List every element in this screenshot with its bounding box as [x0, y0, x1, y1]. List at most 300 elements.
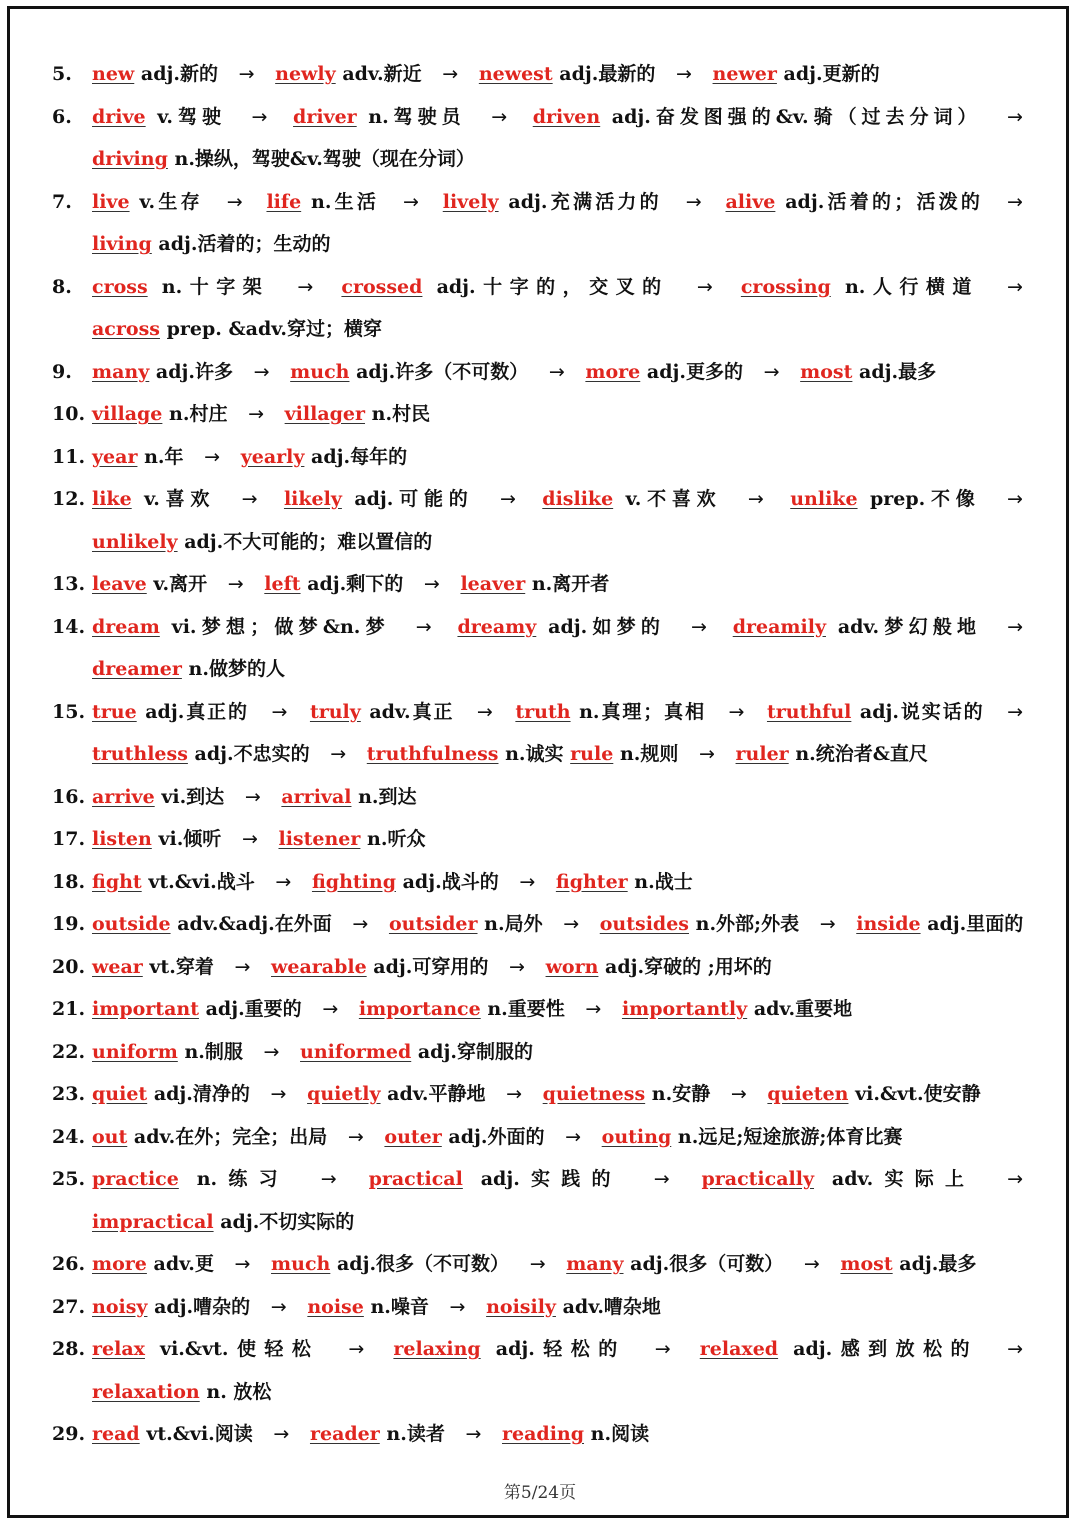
word-definition: n.生活 [311, 190, 380, 213]
word-definition: adj.充满活力的 [508, 190, 662, 213]
arrow-icon: → [248, 403, 264, 425]
word-form [600, 913, 799, 935]
word-form [92, 701, 249, 723]
highlighted-word: leaver [460, 573, 526, 595]
word-definition: adv.更 [153, 1253, 214, 1275]
word-definition: adv.重要地 [753, 998, 853, 1020]
vocab-entry [52, 181, 1037, 266]
word-form [92, 191, 203, 213]
word-definition: n.年 [144, 445, 184, 468]
word-definition: vt.穿着 [149, 955, 214, 978]
vocab-entry [52, 946, 1037, 989]
highlighted-word: relaxing [393, 1338, 481, 1360]
highlighted-word: truthfulness [366, 743, 499, 765]
word-form [284, 488, 474, 510]
word-definition: adj.里面的 [927, 913, 1024, 935]
word-form [92, 658, 285, 680]
word-form [278, 828, 425, 850]
highlighted-word: driven [532, 105, 601, 128]
highlighted-word: noisy [92, 1295, 148, 1318]
arrow-icon: → [1006, 190, 1023, 213]
word-definition: adj.新的 [140, 63, 218, 85]
word-definition: n.安静 [651, 1083, 711, 1105]
word-definition: vi.到达 [161, 785, 225, 808]
word-form [92, 361, 233, 383]
word-form [92, 1126, 327, 1148]
word-definition: n.驾驶员 [368, 105, 466, 128]
word-form [241, 446, 407, 468]
arrow-icon: → [402, 190, 419, 213]
vocab-entry [52, 861, 1037, 904]
word-definition: v.喜欢 [144, 488, 216, 510]
word-form [92, 1253, 214, 1275]
arrow-icon: → [685, 190, 702, 213]
arrow-icon: → [320, 1168, 337, 1190]
word-form [92, 1211, 354, 1233]
arrow-icon: → [730, 1083, 747, 1105]
entry-number: 5. [52, 63, 72, 85]
word-definition: prep. &adv.穿过；横穿 [166, 318, 382, 340]
word-definition: v.驾驶 [157, 105, 226, 128]
highlighted-word: dreamily [732, 615, 826, 638]
entry-number: 13. [52, 573, 86, 595]
word-definition: adj.清净的 [153, 1083, 250, 1105]
word-definition: n.做梦的人 [188, 658, 285, 680]
highlighted-word: more [92, 1253, 147, 1275]
page-number: 第5/24页 [503, 1483, 577, 1503]
word-definition: n.外部;外表 [695, 913, 800, 935]
arrow-icon: → [499, 488, 516, 510]
word-definition: adj.说实话的 [859, 700, 985, 723]
vocab-entry [52, 988, 1037, 1031]
highlighted-word: dreamer [92, 658, 182, 680]
arrow-icon: → [728, 700, 745, 723]
arrow-icon: → [415, 615, 432, 638]
arrow-icon: → [442, 63, 459, 85]
word-form [556, 871, 693, 893]
highlighted-word: quieten [767, 1083, 849, 1105]
word-definition: v.生存 [139, 190, 203, 213]
word-form [92, 573, 207, 595]
highlighted-word: villager [284, 403, 366, 425]
word-form [726, 191, 984, 213]
entry-number: 20. [52, 955, 86, 978]
word-form [856, 913, 1023, 935]
highlighted-word: driver [293, 105, 357, 128]
word-definition: adv.真正 [369, 700, 455, 723]
arrow-icon: → [509, 955, 525, 978]
entry-number: 10. [52, 403, 86, 425]
vocab-entry [52, 436, 1037, 479]
word-definition: n.村民 [371, 403, 431, 425]
word-definition: adj.战斗的 [402, 870, 499, 893]
word-definition: n.练习 [196, 1168, 289, 1190]
word-form [570, 743, 678, 765]
word-definition: v.不喜欢 [625, 488, 722, 510]
word-form [92, 106, 226, 128]
highlighted-word: driving [92, 148, 168, 170]
arrow-icon: → [1007, 615, 1024, 638]
word-definition: adj.最新的 [559, 63, 656, 85]
arrow-icon: → [204, 445, 221, 468]
arrow-icon: → [251, 105, 268, 128]
highlighted-word: across [92, 318, 160, 340]
arrow-icon: → [690, 615, 707, 638]
word-form [92, 63, 218, 85]
entry-number: 29. [52, 1423, 86, 1445]
arrow-icon: → [226, 190, 243, 213]
entry-number: 9. [52, 360, 72, 383]
arrow-icon: → [763, 360, 780, 383]
highlighted-word: outer [384, 1125, 442, 1148]
highlighted-word: out [92, 1125, 128, 1148]
word-definition: adj.很多（可数） [630, 1253, 784, 1275]
arrow-icon: → [347, 1125, 364, 1148]
highlighted-word: noisily [486, 1295, 556, 1318]
highlighted-word: alive [725, 190, 776, 213]
word-form [542, 488, 721, 510]
vocab-entry [52, 1413, 1037, 1456]
arrow-icon: → [476, 700, 493, 723]
arrow-icon: → [565, 1125, 582, 1148]
arrow-icon: → [699, 743, 715, 765]
highlighted-word: outsider [388, 913, 478, 935]
word-form [741, 276, 979, 298]
highlighted-word: dream [92, 615, 160, 638]
vocab-entry [52, 1031, 1037, 1074]
highlighted-word: inside [856, 913, 921, 935]
highlighted-word: arrival [281, 785, 352, 808]
highlighted-word: truth [515, 700, 571, 723]
word-definition: adj.重要的 [205, 998, 302, 1020]
word-definition: vt.&vi.阅读 [146, 1423, 253, 1445]
arrow-icon: → [253, 360, 270, 383]
word-form [290, 361, 528, 383]
word-definition: n.局外 [484, 913, 543, 935]
highlighted-word: crossing [740, 275, 831, 298]
highlighted-word: importantly [621, 998, 748, 1020]
highlighted-word: fighting [311, 870, 396, 893]
arrow-icon: → [263, 1040, 280, 1063]
word-definition: n.十字架 [161, 275, 270, 298]
word-form [92, 913, 332, 935]
arrow-icon: → [423, 573, 440, 595]
highlighted-word: truthful [766, 700, 852, 723]
vocab-entry [52, 563, 1037, 606]
word-form [92, 828, 221, 850]
word-definition: n.战士 [634, 870, 693, 893]
word-definition: n. 放松 [206, 1380, 272, 1403]
arrow-icon: → [676, 63, 692, 85]
word-form [271, 956, 488, 978]
word-definition: adj.更多的 [646, 360, 743, 383]
arrow-icon: → [654, 1338, 671, 1360]
entry-number: 6. [52, 105, 72, 128]
word-form [502, 1423, 649, 1445]
arrow-icon: → [585, 998, 602, 1020]
word-definition: vi.&vt.使安静 [855, 1083, 981, 1105]
arrow-icon: → [819, 913, 836, 935]
vocab-entry [52, 1073, 1037, 1116]
arrow-icon: → [270, 1083, 287, 1105]
highlighted-word: rule [570, 743, 614, 765]
arrow-icon: → [529, 1253, 546, 1275]
arrow-icon: → [352, 913, 369, 935]
word-form [92, 786, 224, 808]
vocab-entry [52, 1286, 1037, 1329]
highlighted-word: read [92, 1423, 140, 1445]
entry-number: 11. [52, 445, 86, 468]
word-form [790, 488, 980, 510]
word-form [92, 446, 184, 468]
word-definition: prep.不像 [869, 488, 981, 510]
highlighted-word: listen [92, 828, 152, 850]
highlighted-word: left [264, 573, 301, 595]
word-definition: adj.真正的 [145, 700, 249, 723]
word-form [566, 1253, 783, 1275]
highlighted-word: like [92, 488, 132, 510]
highlighted-word: quiet [92, 1083, 148, 1105]
word-definition: n.统治者&直尺 [795, 743, 928, 765]
arrow-icon: → [234, 955, 251, 978]
highlighted-word: relax [92, 1338, 145, 1360]
highlighted-word: worn [545, 955, 599, 978]
vocab-entry [52, 606, 1037, 691]
entry-number: 25. [52, 1168, 86, 1190]
word-form [293, 106, 466, 128]
highlighted-word: life [266, 190, 302, 213]
word-definition: n.读者 [386, 1423, 445, 1445]
arrow-icon: → [491, 105, 508, 128]
word-form [736, 743, 928, 765]
word-form [92, 233, 331, 255]
word-form [92, 956, 214, 978]
highlighted-word: importance [358, 998, 481, 1020]
word-form [92, 998, 302, 1020]
word-definition: adj.可穿用的 [373, 955, 489, 978]
word-definition: n.诚实 [505, 743, 564, 765]
highlighted-word: important [92, 998, 199, 1020]
word-form [92, 1041, 243, 1063]
highlighted-word: truthless [92, 743, 188, 765]
arrow-icon: → [238, 63, 255, 85]
word-form [486, 1296, 661, 1318]
word-definition: n.真理；真相 [579, 700, 706, 723]
word-form [92, 1168, 289, 1190]
highlighted-word: fight [92, 870, 142, 893]
word-form [457, 616, 665, 638]
entry-number: 27. [52, 1295, 86, 1318]
word-definition: adv.&adj.在外面 [177, 913, 332, 935]
highlighted-word: fighter [555, 870, 628, 893]
word-form [713, 63, 880, 85]
entry-number: 15. [52, 700, 86, 723]
highlighted-word: outside [92, 913, 171, 935]
word-definition: adj.实践的 [480, 1168, 622, 1190]
highlighted-word: practically [701, 1168, 815, 1190]
word-form [733, 616, 982, 638]
word-definition: n.阅读 [590, 1423, 650, 1445]
word-form [310, 1423, 445, 1445]
vocab-entry [52, 691, 1037, 776]
word-definition: adj.活着的；活泼的 [785, 190, 984, 213]
word-form [312, 871, 499, 893]
vocab-list [52, 53, 1037, 1456]
highlighted-word: dreamy [457, 615, 537, 638]
highlighted-word: much [290, 360, 350, 383]
vocab-entry [52, 903, 1037, 946]
word-form [307, 1296, 429, 1318]
word-form [359, 998, 565, 1020]
highlighted-word: truly [309, 700, 361, 723]
word-form [281, 786, 416, 808]
word-definition: n.噪音 [370, 1295, 429, 1318]
highlighted-word: crossed [341, 275, 423, 298]
highlighted-word: drive [92, 105, 146, 128]
arrow-icon: → [506, 1083, 523, 1105]
highlighted-word: practical [368, 1168, 463, 1190]
entry-number: 22. [52, 1040, 86, 1063]
word-form [92, 148, 475, 170]
highlighted-word: lively [442, 190, 499, 213]
word-form [341, 276, 668, 298]
word-definition: n.人行横道 [844, 275, 979, 298]
word-definition: adj.穿破的 ;用坏的 [605, 955, 772, 978]
word-form [92, 871, 255, 893]
word-form [840, 1253, 976, 1275]
word-definition: n.听众 [367, 828, 426, 850]
entry-number: 23. [52, 1083, 86, 1105]
word-definition: adj.许多（不可数） [356, 360, 529, 383]
vocab-entry [52, 1116, 1037, 1159]
arrow-icon: → [244, 785, 261, 808]
highlighted-word: ruler [735, 743, 789, 765]
word-definition: adj.最多 [859, 360, 937, 383]
arrow-icon: → [297, 275, 314, 298]
arrow-icon: → [241, 488, 258, 510]
word-form [701, 1168, 975, 1190]
highlighted-word: true [92, 700, 137, 723]
word-definition: v.离开 [153, 573, 208, 595]
entry-number: 8. [52, 275, 72, 298]
arrow-icon: → [1007, 488, 1023, 510]
word-form [367, 743, 564, 765]
entry-number: 17. [52, 828, 86, 850]
highlighted-word: most [840, 1253, 893, 1275]
vocab-entry [52, 1243, 1037, 1286]
highlighted-word: quietly [307, 1083, 381, 1105]
word-form [443, 191, 662, 213]
arrow-icon: → [465, 1423, 482, 1445]
word-form [533, 106, 982, 128]
word-definition: adv.在外；完全；出局 [133, 1125, 328, 1148]
word-form [92, 616, 390, 638]
highlighted-word: cross [92, 275, 148, 298]
arrow-icon: → [227, 573, 244, 595]
word-definition: vi.梦想；做梦&n.梦 [171, 615, 390, 638]
word-definition: adv.嘈杂地 [562, 1295, 661, 1318]
highlighted-word: relaxation [92, 1380, 200, 1403]
vocab-entry [52, 1328, 1037, 1413]
word-definition: n.规则 [619, 743, 679, 765]
word-form [92, 1338, 319, 1360]
highlighted-word: impractical [92, 1210, 214, 1233]
highlighted-word: leave [92, 573, 147, 595]
highlighted-word: dislike [542, 488, 614, 510]
arrow-icon: → [330, 743, 347, 765]
vocab-entry [52, 393, 1037, 436]
word-form [92, 403, 227, 425]
vocab-entry [52, 818, 1037, 861]
word-form [800, 361, 936, 383]
highlighted-word: reader [309, 1423, 380, 1445]
word-form [369, 1168, 622, 1190]
word-definition: adj.穿制服的 [417, 1040, 533, 1063]
word-form [389, 913, 543, 935]
arrow-icon: → [563, 913, 580, 935]
word-form [546, 956, 772, 978]
entry-number: 16. [52, 785, 86, 808]
highlighted-word: more [585, 360, 641, 383]
word-definition: adj.不忠实的 [194, 743, 310, 765]
word-form [92, 1423, 253, 1445]
word-form [310, 701, 454, 723]
arrow-icon: → [1007, 105, 1023, 128]
arrow-icon: → [275, 870, 292, 893]
arrow-icon: → [348, 1338, 365, 1360]
word-form [271, 1253, 509, 1275]
word-form [767, 1083, 980, 1105]
vocab-entry [52, 266, 1037, 351]
word-definition: n.到达 [358, 785, 417, 808]
word-form [92, 531, 432, 553]
word-definition: adv.平静地 [387, 1083, 486, 1105]
vocab-entry [52, 96, 1037, 181]
word-definition: adj.外面的 [448, 1125, 545, 1148]
entry-number: 18. [52, 870, 86, 893]
word-definition: adj.不切实际的 [220, 1210, 355, 1233]
word-definition: adj.剩下的 [307, 573, 404, 595]
word-definition: n.离开者 [531, 573, 610, 595]
word-form [92, 1296, 250, 1318]
vocab-entry [52, 478, 1037, 563]
highlighted-word: practice [92, 1168, 179, 1190]
word-form [307, 1083, 485, 1105]
word-form [92, 318, 382, 340]
highlighted-word: reading [502, 1423, 585, 1445]
word-form [264, 573, 403, 595]
word-definition: adj.感到放松的 [793, 1338, 978, 1360]
arrow-icon: → [653, 1168, 670, 1190]
word-definition: adj.活着的；生动的 [158, 233, 331, 255]
word-form [460, 573, 609, 595]
highlighted-word: relaxed [699, 1338, 779, 1360]
word-form [92, 1381, 271, 1403]
word-form [92, 488, 215, 510]
arrow-icon: → [234, 1253, 251, 1275]
vocab-entry [52, 776, 1037, 819]
word-form [393, 1338, 625, 1360]
word-definition: adj.嘈杂的 [154, 1295, 251, 1318]
vocab-entry [52, 53, 1037, 96]
word-form [585, 361, 743, 383]
word-definition: vi.倾听 [158, 828, 222, 850]
word-definition: adj.更新的 [783, 63, 880, 85]
word-form [92, 276, 269, 298]
arrow-icon: → [273, 1423, 290, 1445]
word-form [275, 63, 422, 85]
word-definition: adj.每年的 [311, 445, 408, 468]
